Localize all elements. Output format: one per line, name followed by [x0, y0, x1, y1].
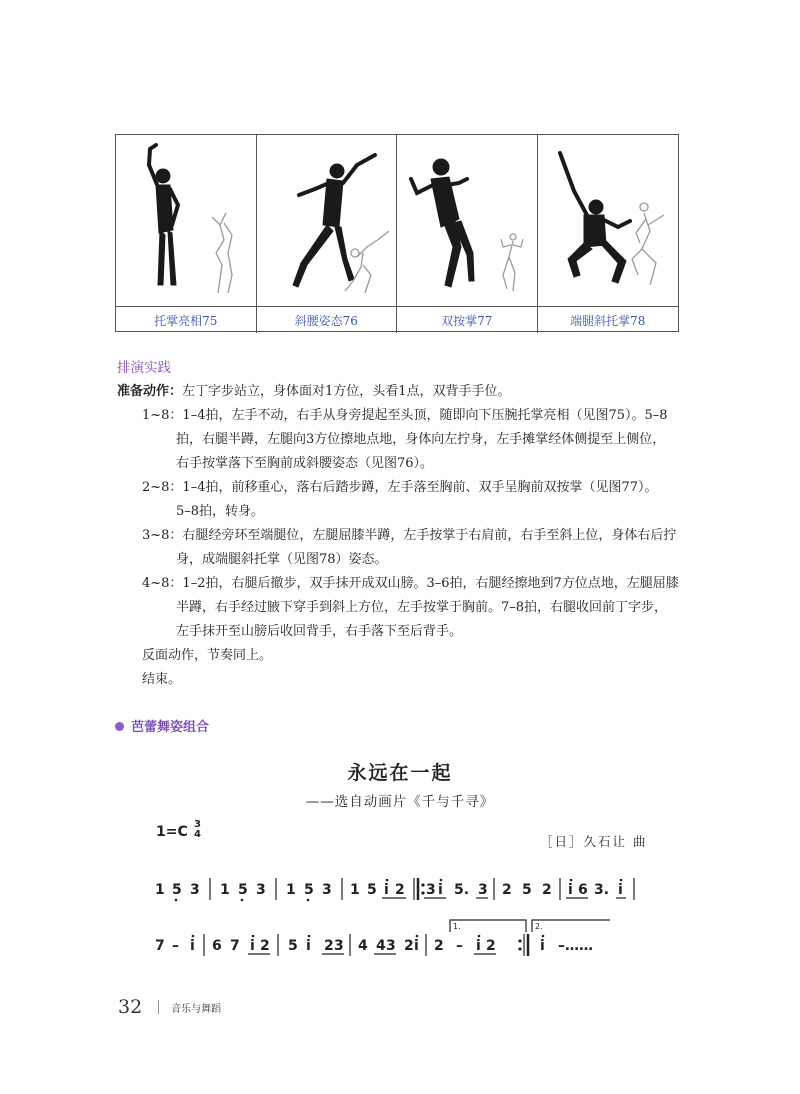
dancer-illustration	[257, 135, 398, 306]
prep-paragraph	[117, 380, 511, 404]
page-number: 32	[118, 996, 143, 1018]
step-line: 5–8拍，转身。	[176, 504, 265, 519]
figure-photo-78	[538, 135, 679, 306]
svg-text:1: 1	[155, 882, 165, 898]
svg-text:7: 7	[155, 938, 165, 954]
svg-text:5: 5	[288, 938, 298, 954]
svg-text:2: 2	[404, 938, 414, 954]
svg-text:–……: –……	[558, 938, 593, 954]
svg-text:3: 3	[478, 882, 488, 898]
combo-heading	[115, 716, 209, 735]
svg-text:5: 5	[172, 882, 182, 898]
svg-text:i: i	[618, 882, 623, 898]
svg-text:4: 4	[376, 938, 386, 954]
step-line: 4~8：1–2拍，右腿后撤步，双手抹开成双山膀。3–6拍，右腿经擦地到7方位点地，左腿屈膝	[142, 576, 679, 591]
key-signature: 1=C	[156, 824, 188, 840]
svg-text:3: 3	[322, 882, 332, 898]
figure-photo-77	[397, 135, 538, 306]
prep-text: 左丁字步站立，身体面对1方位，头看1点，双背手手位。	[182, 384, 511, 399]
svg-text:i: i	[190, 938, 195, 954]
step-line: 反面动作，节奏同上。	[142, 648, 273, 663]
volta-1: 1.	[453, 922, 461, 931]
svg-text:5: 5	[238, 882, 248, 898]
figure-caption: 双按掌77	[397, 306, 538, 333]
svg-text:6: 6	[212, 938, 222, 954]
step-line: 1~8：1–4拍，左手不动，右手从身旁提起至头顶，随即向下压腕托掌亮相（见图75）。5–8	[142, 408, 668, 423]
bullet-icon	[115, 722, 124, 731]
svg-text:i: i	[568, 882, 573, 898]
svg-text:–: –	[456, 938, 463, 954]
figure-caption: 托掌亮相75	[116, 306, 257, 333]
jianpu-score	[150, 868, 650, 978]
svg-text:i: i	[384, 882, 389, 898]
svg-text:5: 5	[367, 882, 377, 898]
step-line: 左手抹开至山膀后收回背手，右手落下至后背手。	[176, 624, 463, 639]
svg-text:2: 2	[502, 882, 512, 898]
step-line: 3~8：右腿经旁环至端腿位，左腿屈膝半蹲，左手按掌于右肩前，右手至斜上位，身体右后拧	[142, 528, 677, 543]
page-footer	[118, 996, 221, 1018]
svg-text:5: 5	[522, 882, 532, 898]
svg-text:1: 1	[350, 882, 360, 898]
svg-text:1: 1	[220, 882, 230, 898]
svg-text:2: 2	[324, 938, 334, 954]
song-title: 永远在一起	[347, 762, 453, 784]
meter-bottom: 4	[194, 829, 201, 840]
composer-credit: ［日］久石让 曲	[540, 834, 648, 849]
figure-photo-75	[116, 135, 257, 306]
dancer-illustration	[116, 135, 257, 306]
svg-text:i: i	[414, 938, 419, 954]
svg-text:3: 3	[426, 882, 436, 898]
svg-text:3.: 3.	[594, 882, 610, 898]
figure-caption: 斜腰姿态76	[257, 306, 398, 333]
combo-heading-text: 芭蕾舞姿组合	[131, 720, 210, 735]
step-line: 身，成端腿斜托掌（见图78）姿态。	[176, 552, 388, 567]
svg-text:1: 1	[286, 882, 296, 898]
svg-text:2: 2	[260, 938, 270, 954]
svg-text:5: 5	[304, 882, 314, 898]
svg-text:2: 2	[434, 938, 444, 954]
step-line: 拍，右腿半蹲，左腿向3方位擦地点地，身体向左拧身，左手摊掌经体侧提至上侧位，	[176, 432, 666, 447]
svg-text:i: i	[250, 938, 255, 954]
svg-text:i: i	[306, 938, 311, 954]
song-subtitle: ——选自动画片《千与千寻》	[305, 794, 495, 810]
volta-2: 2.	[535, 922, 543, 931]
svg-text:4: 4	[358, 938, 368, 954]
svg-text:6: 6	[578, 882, 588, 898]
dancer-illustration	[538, 135, 679, 306]
figure-caption: 端腿斜托掌78	[538, 306, 679, 333]
step-line: 结束。	[142, 672, 182, 687]
svg-text:2: 2	[542, 882, 552, 898]
step-line: 右手按掌落下至胸前成斜腰姿态（见图76）。	[176, 456, 434, 471]
step-line: 2~8：1–4拍，前移重心，落右后踏步蹲，左手落至胸前、双手呈胸前双按掌（见图77）。	[142, 480, 658, 495]
svg-text:3: 3	[334, 938, 344, 954]
svg-text:i: i	[540, 938, 545, 954]
prep-label: 准备动作：	[117, 384, 183, 399]
svg-text:2: 2	[395, 882, 405, 898]
book-title: 音乐与舞蹈	[171, 1003, 222, 1015]
svg-text:2: 2	[486, 938, 496, 954]
meter-top: 3	[194, 819, 201, 830]
section-heading: 排演实践	[117, 360, 171, 376]
figure-table	[115, 134, 679, 332]
step-line: 半蹲，右手经过腋下穿手到斜上方位，左手按掌于胸前。7–8拍，右腿收回前丁字步，	[176, 600, 668, 615]
svg-text:3: 3	[386, 938, 396, 954]
svg-text:3: 3	[190, 882, 200, 898]
svg-text:7: 7	[230, 938, 240, 954]
svg-text:i: i	[438, 882, 443, 898]
footer-divider	[158, 1000, 159, 1014]
svg-text:3: 3	[256, 882, 266, 898]
dancer-illustration	[397, 135, 538, 306]
time-signature	[194, 820, 201, 840]
svg-text:5.: 5.	[454, 882, 470, 898]
figure-photo-76	[257, 135, 398, 306]
svg-text:–: –	[172, 938, 179, 954]
svg-text:i: i	[476, 938, 481, 954]
